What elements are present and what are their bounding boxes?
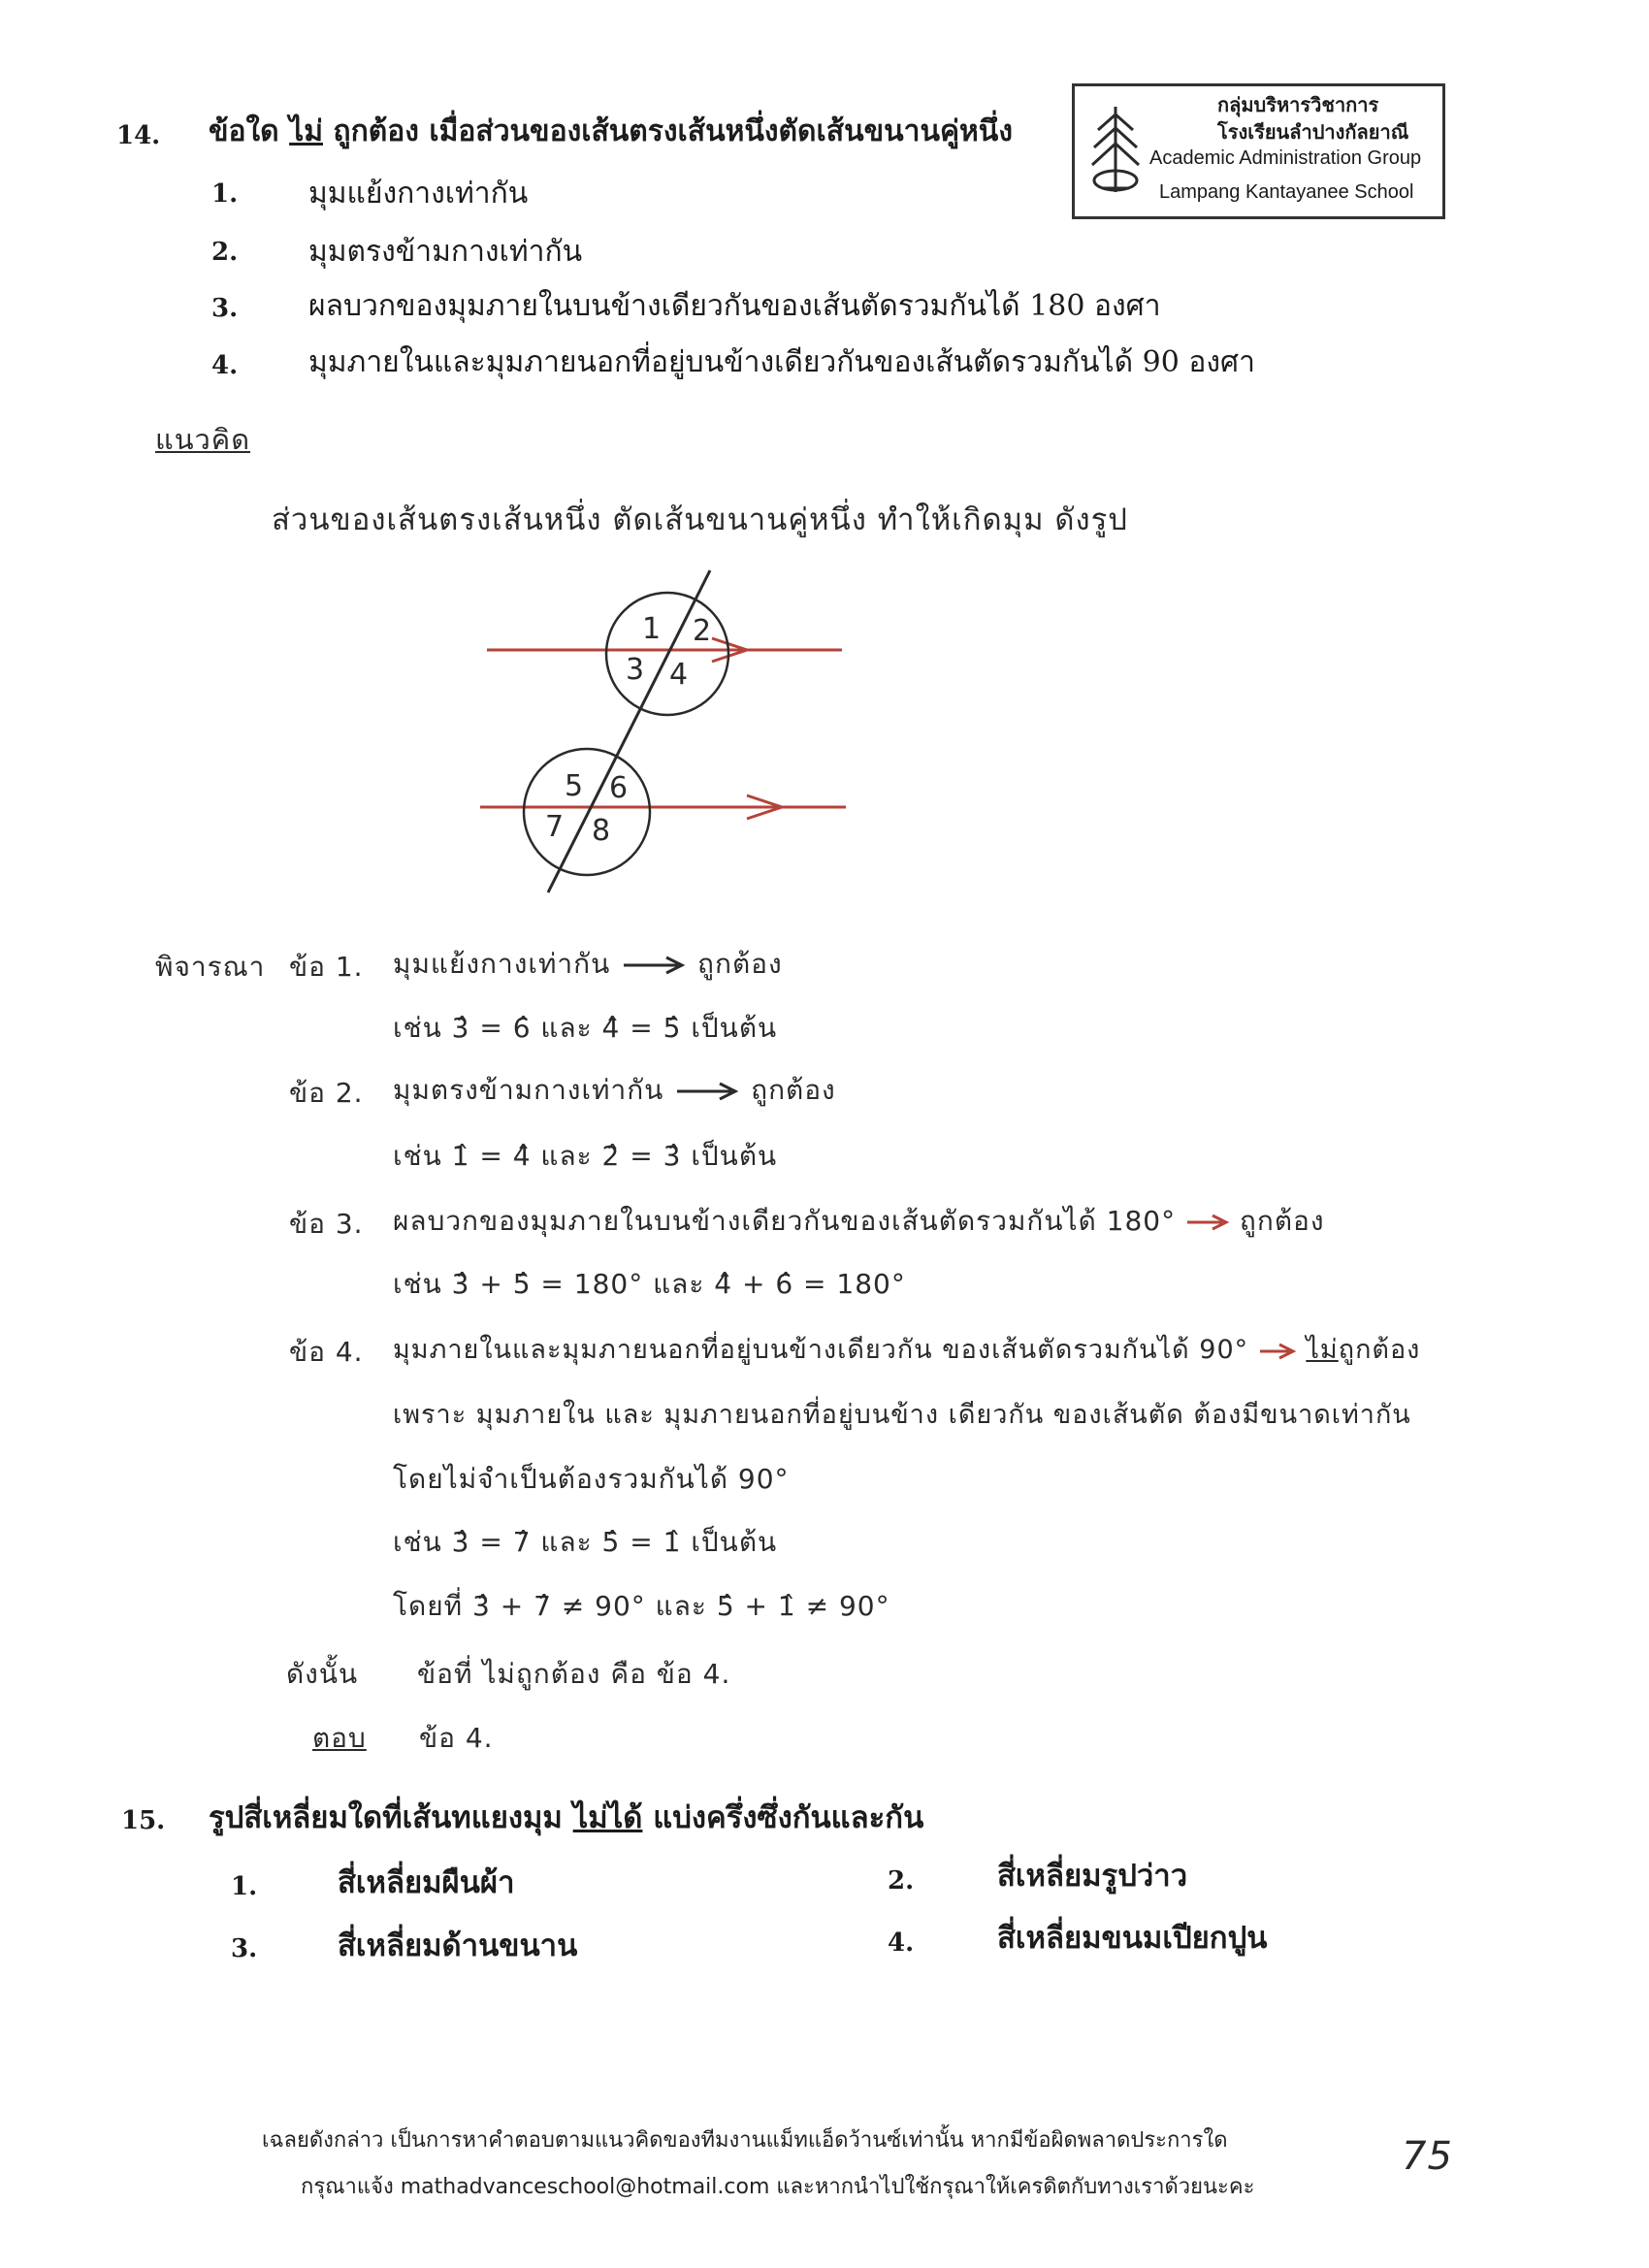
stamp-line-2: โรงเรียนลำปางกัลยาณี — [1217, 120, 1409, 144]
item-2-statement-text: มุมตรงข้ามกางเท่ากัน — [393, 1074, 664, 1106]
angle-label-1: 1 — [642, 612, 662, 646]
item-2-label: ข้อ 2. — [289, 1077, 364, 1109]
arrow-right-icon — [673, 1082, 741, 1101]
item-4-statement-text: มุมภายในและมุมภายนอกที่อยู่บนข้างเดียวกัน ของเส้นตัดรวมกันได้ 90° — [393, 1335, 1249, 1365]
item-2-verdict: ถูกต้อง — [751, 1074, 836, 1106]
solution-heading: แนวคิด — [155, 423, 251, 456]
item-4-not-necessary: โดยไม่จำเป็นต้องรวมกันได้ 90° — [393, 1463, 790, 1495]
q14-option-1-text: มุมแย้งกางเท่ากัน — [308, 177, 529, 211]
q15-option-3-num: 3. — [231, 1934, 258, 1963]
q15-option-1-text: สี่เหลี่ยมผืนผ้า — [338, 1865, 515, 1900]
angle-label-3: 3 — [626, 653, 645, 687]
item-4-verdict-underlined: ไม่ — [1306, 1335, 1339, 1365]
transversal-line — [548, 570, 710, 892]
angle-label-5: 5 — [565, 769, 584, 803]
stamp-line-3: Academic Administration Group — [1149, 147, 1422, 169]
angle-label-2: 2 — [693, 614, 712, 648]
arrow-right-red-icon — [1258, 1342, 1297, 1361]
solution-intro: ส่วนของเส้นตรงเส้นหนึ่ง ตัดเส้นขนานคู่หนึ่ง ทำให้เกิดมุม ดังรูป — [272, 502, 1128, 537]
item-4-statement — [393, 1328, 1420, 1370]
item-1-verdict: ถูกต้อง — [697, 948, 783, 980]
footer-line-2: กรุณาแจ้ง mathadvanceschool@hotmail.com และหากนำไปใช้กรุณาให้เครดิตกับทางเราด้วยนะคะ — [301, 2175, 1255, 2199]
angle-label-4: 4 — [669, 658, 689, 692]
circle-bottom — [524, 749, 650, 875]
q14-option-3-num: 3. — [211, 294, 239, 323]
item-4-verdict: ถูกต้อง — [1338, 1335, 1421, 1365]
q15-text-pre: รูปสี่เหลี่ยมใดที่เส้นทแยงมุม — [209, 1800, 573, 1835]
q15-question — [209, 1793, 923, 1841]
q14-option-3-text: ผลบวกของมุมภายในบนข้างเดียวกันของเส้นตัดรวมกันได้ 180 องศา — [308, 289, 1161, 323]
angle-label-8: 8 — [592, 814, 611, 848]
item-4-label: ข้อ 4. — [289, 1336, 364, 1368]
item-1-statement-text: มุมแย้งกางเท่ากัน — [393, 948, 611, 980]
item-1-label: ข้อ 1. — [289, 951, 364, 983]
therefore-text: ข้อที่ ไม่ถูกต้อง คือ ข้อ 4. — [417, 1658, 731, 1690]
arrow-right-icon — [620, 956, 688, 975]
answer-label: ตอบ — [312, 1722, 367, 1754]
q14-text-underlined: ไม่ — [289, 114, 323, 148]
consider-label: พิจารณา — [155, 951, 266, 983]
q15-option-2-text: สี่เหลี่ยมรูปว่าว — [997, 1859, 1188, 1894]
item-3-statement-text: ผลบวกของมุมภายในบนข้างเดียวกันของเส้นตัดรวมกันได้ 180° — [393, 1205, 1177, 1237]
q14-option-2-num: 2. — [211, 238, 239, 267]
q14-option-4-num: 4. — [211, 351, 239, 380]
q14-question — [209, 109, 1013, 154]
item-1-example: เช่น 3̂ = 6̂ และ 4̂ = 5̂ เป็นต้น — [393, 1012, 778, 1044]
therefore-label: ดังนั้น — [286, 1658, 359, 1690]
arrow-right-red-icon — [1185, 1213, 1230, 1232]
page-mark: 75 — [1402, 2134, 1453, 2179]
angle-label-7: 7 — [545, 810, 565, 844]
item-1-statement — [393, 943, 783, 986]
q15-text-post: แบ่งครึ่งซึ่งกันและกัน — [642, 1800, 924, 1835]
q14-text-post: ถูกต้อง เมื่อส่วนของเส้นตรงเส้นหนึ่งตัดเส้นขนานคู่หนึ่ง — [322, 114, 1013, 148]
item-2-example: เช่น 1̂ = 4̂ และ 2̂ = 3̂ เป็นต้น — [393, 1140, 778, 1172]
item-3-statement — [393, 1200, 1325, 1243]
q14-text-pre: ข้อใด — [209, 114, 290, 148]
q15-option-4-text: สี่เหลี่ยมขนมเปียกปูน — [997, 1921, 1268, 1956]
item-3-example: เช่น 3̂ + 5̂ = 180° และ 4̂ + 6̂ = 180° — [393, 1268, 906, 1300]
stamp-line-1: กลุ่มบริหารวิชาการ — [1217, 93, 1379, 116]
q15-option-2-num: 2. — [888, 1866, 915, 1895]
q15-option-4-num: 4. — [888, 1928, 915, 1958]
footer-line-1: เฉลยดังกล่าว เป็นการหาคำตอบตามแนวคิดของทีมงานแม็ทแอ็ดว้านซ์เท่านั้น หากมีข้อผิดพลาดประการใด — [262, 2128, 1228, 2153]
angle-label-6: 6 — [609, 771, 629, 805]
item-2-statement — [393, 1069, 836, 1112]
q15-option-1-num: 1. — [231, 1872, 258, 1901]
school-emblem-icon — [1084, 101, 1147, 198]
stamp-line-4: Lampang Kantayanee School — [1159, 181, 1414, 203]
item-3-verdict: ถูกต้อง — [1239, 1205, 1325, 1237]
q15-option-3-text: สี่เหลี่ยมด้านขนาน — [338, 1928, 578, 1963]
item-4-where: โดยที่ 3̂ + 7̂ ≠ 90° และ 5̂ + 1̂ ≠ 90° — [393, 1590, 890, 1622]
q14-number: 14. — [116, 121, 161, 150]
q15-number: 15. — [121, 1806, 166, 1835]
transversal-diagram — [466, 553, 873, 912]
q14-option-4-text: มุมภายในและมุมภายนอกที่อยู่บนข้างเดียวกันของเส้นตัดรวมกันได้ 90 องศา — [308, 345, 1255, 379]
q15-text-underlined: ไม่ได้ — [572, 1800, 643, 1835]
answer-text: ข้อ 4. — [419, 1722, 494, 1754]
item-3-label: ข้อ 3. — [289, 1208, 364, 1240]
q14-option-2-text: มุมตรงข้ามกางเท่ากัน — [308, 235, 583, 269]
item-4-because: เพราะ มุมภายใน และ มุมภายนอกที่อยู่บนข้าง เดียวกัน ของเส้นตัด ต้องมีขนาดเท่ากัน — [393, 1400, 1411, 1430]
item-4-example: เช่น 3̂ = 7̂ และ 5̂ = 1̂ เป็นต้น — [393, 1526, 778, 1558]
q14-option-1-num: 1. — [211, 179, 239, 209]
